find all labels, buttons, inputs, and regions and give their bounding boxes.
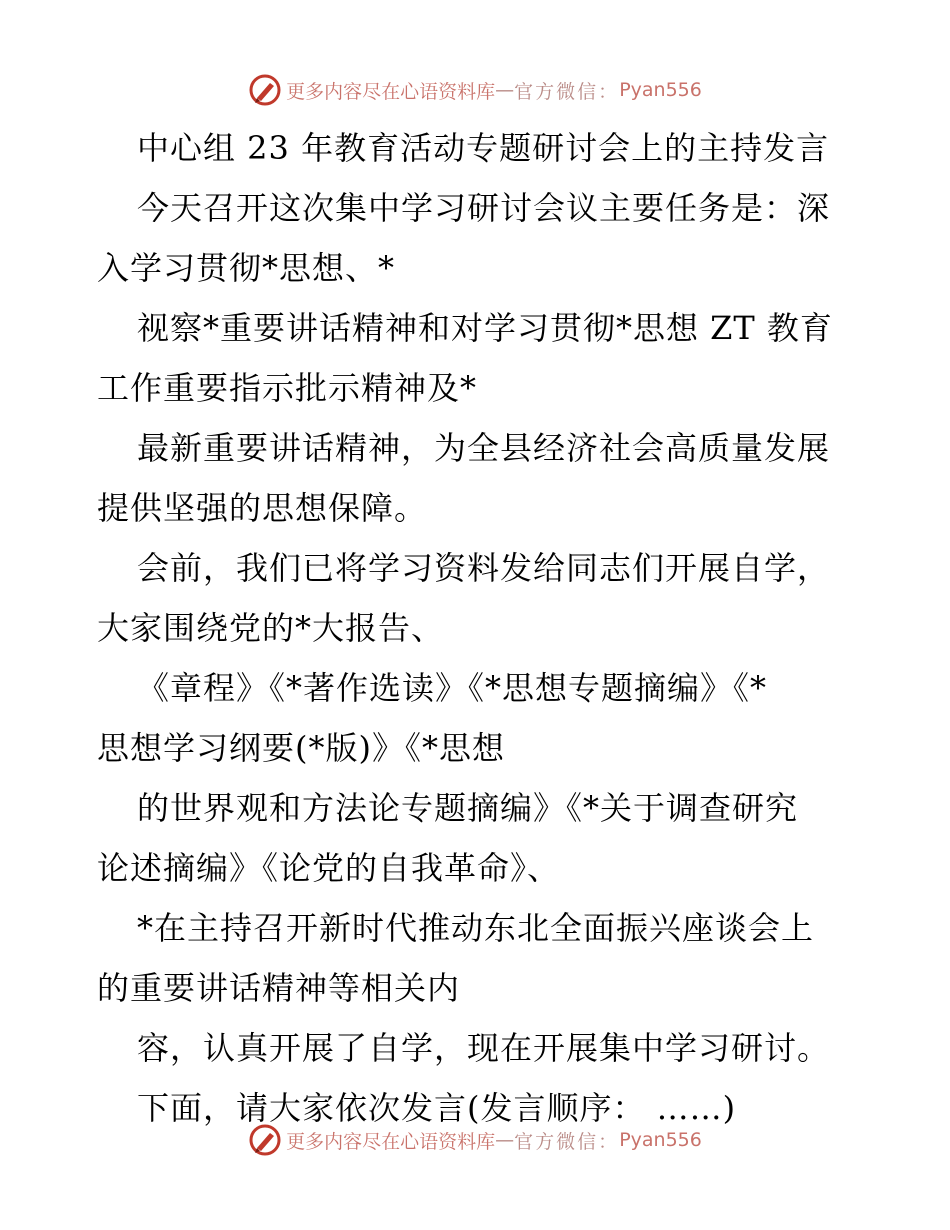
watermark-text: 更多内容尽在心语资料库 <box>286 80 496 103</box>
text-line: 的世界观和方法论专题摘编》《*关于调查研究 <box>137 789 799 827</box>
watermark-wechat-id: Pyan556 <box>619 1129 702 1151</box>
watermark-text: 更多内容尽在心语资料库 <box>286 1130 496 1153</box>
watermark-separator: — <box>495 1129 515 1151</box>
text-line: 下面，请大家依次发言(发言顺序： ……) <box>137 1089 737 1127</box>
text-line: 视察*重要讲话精神和对学习贯彻*思想 ZT 教育 <box>137 309 833 347</box>
text-line: 思想学习纲要(*版)》《*思想 <box>97 729 505 767</box>
watermark-wechat-id: Pyan556 <box>619 79 702 101</box>
watermark-official-label: 官方微信： <box>514 1130 620 1153</box>
text-line: 容，认真开展了自学，现在开展集中学习研讨。 <box>137 1029 831 1067</box>
document-title: 中心组 23 年教育活动专题研讨会上的主持发言 <box>137 129 830 167</box>
text-line: 工作重要指示批示精神及* <box>97 369 478 407</box>
header-watermark <box>0 70 950 110</box>
text-line: 会前，我们已将学习资料发给同志们开展自学， <box>137 549 831 587</box>
text-line: 提供坚强的思想保障。 <box>97 489 428 527</box>
text-line: 的重要讲话精神等相关内 <box>97 969 461 1007</box>
pen-logo-icon <box>248 73 282 107</box>
text-line: 最新重要讲话精神，为全县经济社会高质量发展 <box>137 429 831 467</box>
text-line: 大家围绕党的*大报告、 <box>97 609 445 647</box>
watermark-separator: — <box>495 79 515 101</box>
text-line: 入学习贯彻*思想、* <box>97 249 396 287</box>
text-line: 论述摘编》《论党的自我革命》、 <box>97 849 561 887</box>
document-body <box>97 124 857 1132</box>
text-line: 今天召开这次集中学习研讨会议主要任务是：深 <box>137 189 831 227</box>
text-line: 《章程》《*著作选读》《*思想专题摘编》《* <box>137 669 768 707</box>
pen-logo-icon <box>248 1123 282 1157</box>
text-line: *在主持召开新时代推动东北全面振兴座谈会上 <box>137 909 815 947</box>
watermark-official-label: 官方微信： <box>514 80 620 103</box>
footer-watermark <box>0 1120 950 1160</box>
